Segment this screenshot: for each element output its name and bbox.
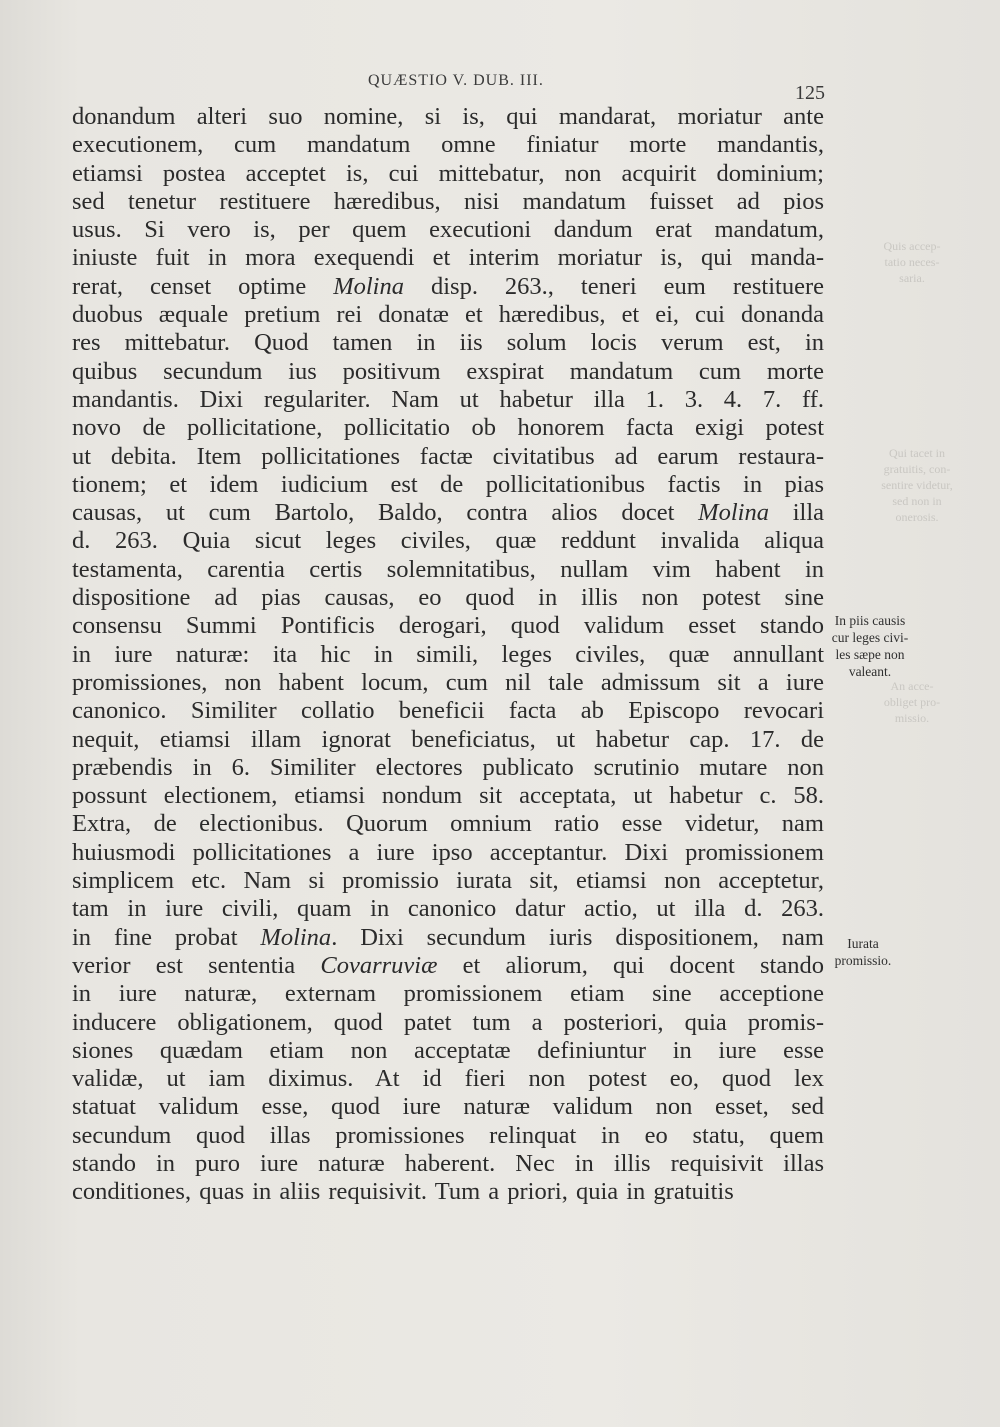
text-line: validæ, ut iam diximus. At id fieri non potest eo, quod lex (72, 1065, 824, 1093)
italic-name: Covarruviæ (320, 951, 438, 979)
text-line: huiusmodi pollicitationes a iure ipso acceptantur. Dixi promissionem (72, 838, 824, 866)
show-through-note (857, 238, 967, 286)
text-line: possunt electionem, etiamsi nondum sit acceptata, ut habetur c. 58. (72, 782, 824, 810)
text-line: consensu Summi Pontificis derogari, quod validum esset stando (72, 612, 824, 640)
text-line: duobus æquale pretium rei donatæ et hæredibus, et ei, cui donanda (72, 301, 824, 329)
text-line: novo de pollicitatione, pollicitatio ob honorem facta exigi potest (72, 414, 824, 442)
text-line: siones quædam etiam non acceptatæ definiuntur in iure esse (72, 1036, 824, 1064)
show-through-line: Qui tacet in (889, 446, 945, 460)
show-through-line: Quis accep- (883, 239, 941, 253)
text-line: res mittebatur. Quod tamen in iis solum locis verum est, in (72, 329, 824, 357)
text-line: iniuste fuit in mora exequendi et interim moriatur is, qui manda- (72, 244, 824, 272)
italic-name: Molina (333, 272, 404, 300)
text-line: conditiones, quas in aliis requisivit. Tum a priori, quia in gratuitis (72, 1178, 734, 1206)
margin-note-line: les sæpe non (835, 647, 905, 662)
main-text-block (72, 103, 824, 1207)
text-line: executionem, cum mandatum omne finiatur morte mandantis, (72, 131, 824, 159)
text-line: in iure naturæ, externam promissionem etiam sine acceptione (72, 980, 824, 1008)
italic-name: Molina (698, 499, 769, 527)
show-through-line: sed non in (892, 494, 942, 508)
page-number: 125 (795, 82, 825, 104)
text-line: præbendis in 6. Similiter electores publicato scrutinio mutare non (72, 753, 824, 781)
show-through-line: sentire videtur, (881, 478, 953, 492)
show-through-line: obliget pro- (883, 695, 941, 709)
show-through-line: tatio neces- (884, 255, 940, 269)
text-line: in iure naturæ: ita hic in simili, leges civiles, quæ annullant (72, 640, 824, 668)
show-through-line: onerosis. (895, 510, 939, 524)
margin-note-iurata-promissio (808, 935, 918, 969)
text-line: statuat validum esse, quod iure naturæ validum non esset, sed (72, 1093, 824, 1121)
text-line: ut debita. Item pollicitationes factæ civitatibus ad earum restaura- (72, 442, 824, 470)
text-line: dispositione ad pias causas, eo quod in illis non potest sine (72, 584, 824, 612)
text-line: causas, ut cum Bartolo, Baldo, contra alios docet Molina illa (72, 499, 825, 527)
margin-note-line: valeant. (848, 664, 892, 679)
text-line: etiamsi postea acceptet is, cui mittebatur, non acquirit dominium; (72, 159, 824, 187)
text-line: canonico. Similiter collatio beneficii facta ab Episcopo revocari (72, 697, 824, 725)
text-line: verior est sententia Covarruviæ et aliorum, qui docent stando (72, 951, 824, 979)
text-line: testamenta, carentia certis solemnitatibus, nullam vim habent in (72, 555, 824, 583)
margin-note-line: Iurata (847, 936, 879, 951)
show-through-line: An acce- (890, 679, 934, 693)
text-line: simplicem etc. Nam si promissio iurata sit, etiamsi non acceptetur, (72, 867, 824, 895)
text-line: quibus secundum ius positivum exspirat mandatum cum morte (72, 357, 824, 385)
text-line: in fine probat Molina. Dixi secundum iuris dispositionem, nam (72, 923, 824, 951)
text-line: tionem; et idem iudicium est de pollicitationibus factis in pias (72, 470, 824, 498)
text-line: rerat, censet optime Molina disp. 263., teneri eum restituere (72, 272, 824, 300)
text-line: mandantis. Dixi regulariter. Nam ut habetur illa 1. 3. 4. 7. ff. (72, 385, 824, 413)
text-line: stando in puro iure naturæ haberent. Nec in illis requisivit illas (72, 1149, 824, 1177)
running-head: QUÆSTIO V. DUB. III. (368, 72, 544, 89)
show-through-note (857, 678, 967, 726)
margin-note-pias-causas (815, 612, 925, 680)
text-line: secundum quod illas promissiones relinquat in eo statu, quem (72, 1121, 824, 1149)
margin-note-line: In piis causis (834, 613, 906, 628)
italic-name: Molina (260, 923, 332, 951)
text-line: inducere obligationem, quod patet tum a posteriori, quia promis- (72, 1008, 824, 1036)
show-through-line: saria. (899, 271, 925, 285)
margin-note-line: promissio. (834, 953, 892, 968)
show-through-note (857, 445, 977, 525)
text-line: usus. Si vero is, per quem executioni dandum erat mandatum, (72, 216, 824, 244)
text-line: Extra, de electionibus. Quorum omnium ratio esse videtur, nam (72, 810, 824, 838)
text-line: sed tenetur restituere hæredibus, nisi mandatum fuisset ad pios (72, 187, 824, 215)
text-line: donandum alteri suo nomine, si is, qui mandarat, moriatur ante (72, 103, 824, 130)
show-through-line: gratuitis, con- (883, 462, 951, 476)
text-line: d. 263. Quia sicut leges civiles, quæ reddunt invalida aliqua (72, 527, 824, 555)
text-line: promissiones, non habent locum, cum nil tale admissum sit a iure (72, 668, 824, 696)
margin-note-line: cur leges civi- (831, 630, 909, 645)
text-line: tam in iure civili, quam in canonico datur actio, ut illa d. 263. (72, 895, 824, 923)
show-through-line: missio. (894, 711, 930, 725)
text-line: nequit, etiamsi illam ignorat beneficiatus, ut habetur cap. 17. de (72, 725, 824, 753)
